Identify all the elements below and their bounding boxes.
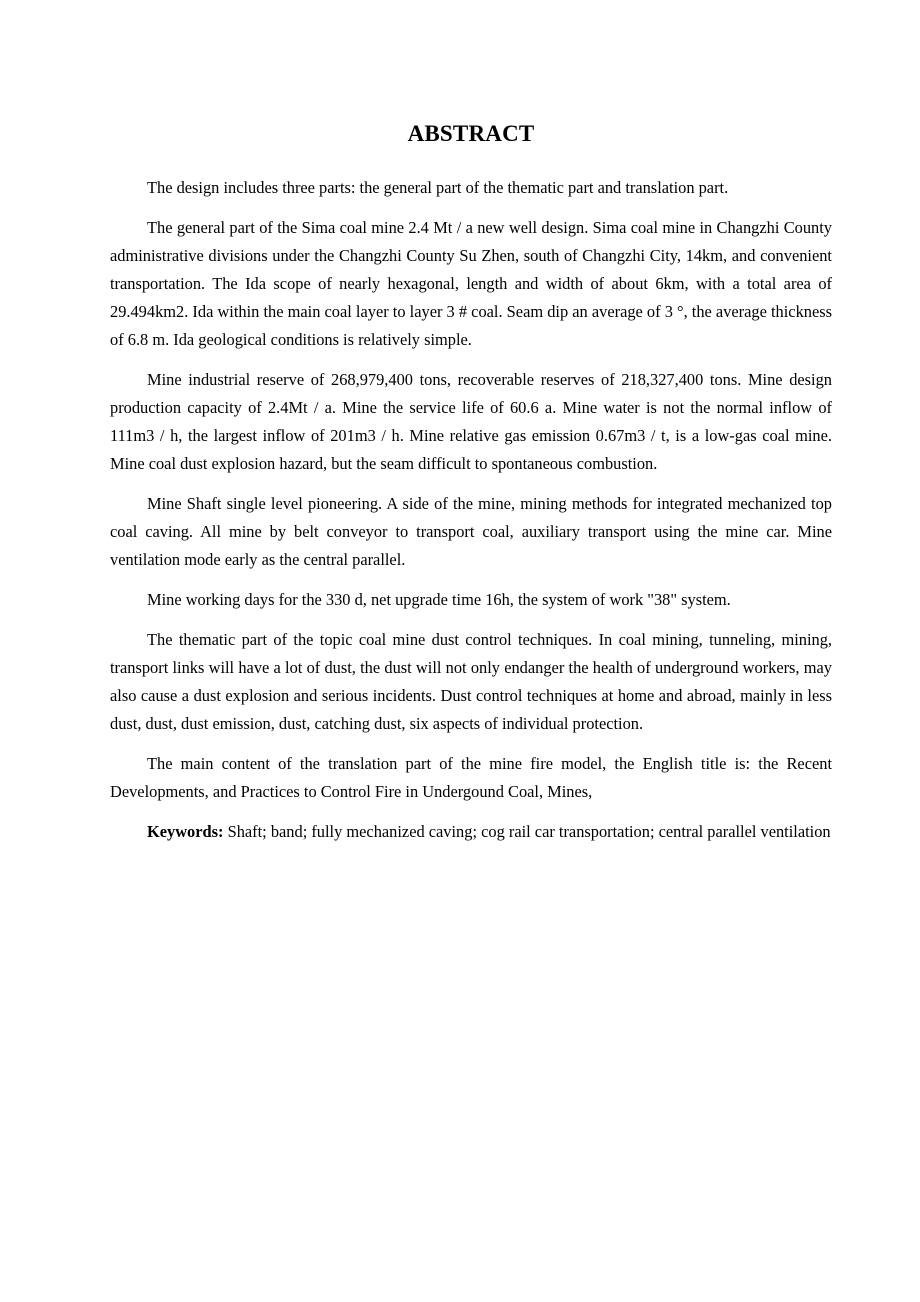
document-page — [110, 118, 832, 858]
paragraph-reserves: Mine industrial reserve of 268,979,400 tons, recoverable reserves of 218,327,400 tons. Mine design production capacity of 2.4Mt / a. Mine the service life of 60.6 a. Mine water is not the normal inflow of 111m3 / h, the largest inflow of 201m3 / h. Mine relative gas emission 0.67m3 / t, is a low-gas coal mine. Mine coal dust explosion hazard, but the seam difficult to spontaneous combustion. — [110, 370, 832, 473]
keywords-paragraph — [110, 818, 832, 846]
paragraph-overview: The design includes three parts: the general part of the thematic part and translation part. — [147, 178, 729, 197]
paragraph-working-days: Mine working days for the 330 d, net upgrade time 16h, the system of work "38" system. — [147, 590, 731, 609]
keywords-label: Keywords: — [147, 822, 224, 841]
paragraph-shaft: Mine Shaft single level pioneering. A side of the mine, mining methods for integrated mechanized top coal caving. All mine by belt conveyor to transport coal, auxiliary transport using the mine car. Mine ventilation mode early as the central parallel. — [110, 494, 832, 569]
document-title: ABSTRACT — [407, 121, 535, 146]
paragraph-general-part: The general part of the Sima coal mine 2.4 Mt / a new well design. Sima coal mine in Changzhi County administrative divisions under the Changzhi County Su Zhen, south of Changzhi City, 14km, and convenient transportation. The Ida scope of nearly hexagonal, length and width of about 6km, with a total area of 29.494km2. Ida within the main coal layer to layer 3 # coal. Seam dip an average of 3 °, the average thickness of 6.8 m. Ida geological conditions is relatively simple. — [110, 218, 832, 349]
keywords-text: Shaft; band; fully mechanized caving; cog rail car transportation; central parallel ventilation — [223, 822, 831, 841]
paragraph-thematic-part: The thematic part of the topic coal mine dust control techniques. In coal mining, tunneling, mining, transport links will have a lot of dust, the dust will not only endanger the health of underground workers, may also cause a dust explosion and serious incidents. Dust control techniques at home and abroad, mainly in less dust, dust, dust emission, dust, catching dust, six aspects of individual protection. — [110, 630, 832, 733]
paragraph-translation-part: The main content of the translation part of the mine fire model, the English title is: the Recent Developments, and Practices to Control Fire in Undergound Coal, Mines, — [110, 754, 832, 801]
